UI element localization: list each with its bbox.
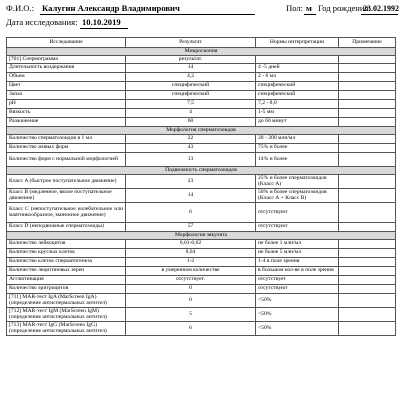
test-result: 60 (126, 118, 256, 127)
test-result: отсутствует. (126, 276, 256, 285)
test-result: 6 (126, 322, 256, 336)
test-name: Количество лейкоцитов (7, 240, 126, 249)
test-name: Класс D (неподвижные сперматозоиды) (7, 223, 126, 232)
test-result: 22 (126, 135, 256, 144)
test-name: Длительность воздержания (7, 64, 126, 73)
table-row (7, 109, 396, 118)
test-norm: специфический (256, 82, 339, 91)
test-norm: отсутствуют (256, 285, 339, 294)
col-header-test: Исследование (7, 38, 126, 48)
test-norm: <50% (256, 308, 339, 322)
table-row (7, 64, 396, 73)
table-row (7, 135, 396, 144)
test-result: 5 (126, 308, 256, 322)
test-note (339, 153, 396, 167)
test-note (339, 240, 396, 249)
test-result: 14 (126, 189, 256, 203)
dob-underline (361, 14, 398, 15)
table-row (7, 100, 396, 109)
table-row (7, 294, 396, 308)
date-underline (80, 28, 128, 29)
test-result: 13 (126, 153, 256, 167)
col-header-norm: Нормы интерпретации (256, 38, 339, 48)
test-note (339, 189, 396, 203)
table-row (7, 203, 396, 223)
test-result: 7,5 (126, 100, 256, 109)
test-note (339, 285, 396, 294)
test-norm: 75% и более (256, 144, 339, 153)
test-name: Количество круглых клеток (7, 249, 126, 258)
table-row (7, 153, 396, 167)
table-row (7, 249, 396, 258)
test-name: [713] MAR-тест IgG (MarScreen IgG) (определение антиспермальных антител) (7, 322, 126, 336)
test-note (339, 258, 396, 267)
test-name: Объем (7, 73, 126, 82)
test-note (339, 267, 396, 276)
test-name: Цвет (7, 82, 126, 91)
test-result: специфический (126, 91, 256, 100)
test-result: 0,04 (126, 249, 256, 258)
test-note (339, 294, 396, 308)
test-norm: отсутствуют (256, 203, 339, 223)
table-row (7, 91, 396, 100)
test-name: Количество эритроцитов (7, 285, 126, 294)
date-label: Дата исследования: (6, 17, 78, 27)
test-result: 23 (126, 175, 256, 189)
test-name: Вязкость (7, 109, 126, 118)
dob-label: Год рождения: (318, 3, 371, 13)
test-note (339, 82, 396, 91)
test-norm: <50% (256, 322, 339, 336)
test-note (339, 223, 396, 232)
test-norm: 25% и более сперматозоидов (Класс А) (256, 175, 339, 189)
test-note (339, 203, 396, 223)
section-microscopy: Микроскопия (7, 48, 396, 56)
test-name: [712] MAR-тест IgM (MarScreen IgM) (определение антиспермальных антител) (7, 308, 126, 322)
table-row (7, 258, 396, 267)
test-name: Запах (7, 91, 126, 100)
table-row (7, 322, 396, 336)
test-result: в умеренном количестве (126, 267, 256, 276)
test-norm: отсутствуют (256, 223, 339, 232)
test-name: Количество форм с нормальной морфологией (7, 153, 126, 167)
test-norm: отсутствует (256, 276, 339, 285)
dob-value: 23.02.1992 (363, 4, 399, 13)
test-norm: 7,2 - 8,0 (256, 100, 339, 109)
table-row (7, 73, 396, 82)
test-note (339, 64, 396, 73)
test-norm: специфический (256, 91, 339, 100)
test-name: Класс C (непоступательное колебательное или маятникообразное, манежное движение) (7, 203, 126, 223)
test-name: Разжижение (7, 118, 126, 127)
table-row (7, 175, 396, 189)
test-norm: 4 -5 дней (256, 64, 339, 73)
sex-label: Пол: (286, 3, 304, 13)
table-row (7, 144, 396, 153)
test-note (339, 308, 396, 322)
test-note (339, 56, 396, 64)
test-name: Класс A (быстрое поступательное движение) (7, 175, 126, 189)
test-norm: не более 1 млн/мл (256, 240, 339, 249)
test-note (339, 144, 396, 153)
table-row (7, 82, 396, 91)
section-ejaculate-morphology: Морфология эякулята (7, 232, 396, 240)
sex-underline (304, 14, 316, 15)
test-note (339, 118, 396, 127)
test-name: Агглютинация (7, 276, 126, 285)
test-note (339, 249, 396, 258)
test-norm: <50% (256, 294, 339, 308)
test-result: 43 (126, 144, 256, 153)
test-norm: в большом кол-ве в поле зрения (256, 267, 339, 276)
table-row (7, 56, 396, 64)
test-norm: 14% и более (256, 153, 339, 167)
fio-underline (40, 14, 255, 15)
table-row (7, 118, 396, 127)
test-norm: 20 - 200 млн/мл (256, 135, 339, 144)
test-name: Количество лецитиновых зерен (7, 267, 126, 276)
table-row (7, 189, 396, 203)
test-result: результат. (126, 56, 256, 64)
date-value: 10.10.2019 (82, 17, 121, 27)
test-note (339, 276, 396, 285)
test-note (339, 109, 396, 118)
section-sperm-morphology: Морфология сперматозоидов (7, 127, 396, 135)
test-result: 0,01-0,02 (126, 240, 256, 249)
test-note (339, 322, 396, 336)
test-result: 57 (126, 223, 256, 232)
test-note (339, 135, 396, 144)
table-row (7, 267, 396, 276)
table-row (7, 285, 396, 294)
section-sperm-motility: Подвижность сперматозоидов (7, 167, 396, 175)
fio-value: Калугин Александр Владимирович (42, 3, 180, 13)
table-row (7, 308, 396, 322)
col-header-result: Результат (126, 38, 256, 48)
test-norm: не более 5 млн/мл (256, 249, 339, 258)
test-norm: 2 - 6 мл (256, 73, 339, 82)
test-norm: 50% и более сперматозоидов (Класс А + Класс В) (256, 189, 339, 203)
table-row (7, 240, 396, 249)
test-name: [711] MAR-тест IgA (MarScreen IgA) (определение антиспермальных антител) (7, 294, 126, 308)
test-norm: до 60 минут (256, 118, 339, 127)
test-result: 4 (126, 109, 256, 118)
test-norm: 1-5 мм (256, 109, 339, 118)
table-row (7, 276, 396, 285)
test-note (339, 100, 396, 109)
test-norm (256, 56, 339, 64)
test-result: 4,2 (126, 73, 256, 82)
test-result: 6 (126, 203, 256, 223)
test-result: специфический (126, 82, 256, 91)
test-name: Количество сперматозоидов в 1 мл (7, 135, 126, 144)
test-note (339, 175, 396, 189)
test-note (339, 73, 396, 82)
test-result: 1-2 (126, 258, 256, 267)
results-table (6, 37, 396, 336)
test-name: Количество живых форм (7, 144, 126, 153)
fio-label: Ф.И.О.: (6, 3, 35, 13)
test-name: [701] Спермограмма (7, 56, 126, 64)
test-name: pH (7, 100, 126, 109)
test-name: Класс B (медленное, вялое поступательное движение) (7, 189, 126, 203)
table-row (7, 223, 396, 232)
test-name: Количество клеток сперматогенеза (7, 258, 126, 267)
test-note (339, 91, 396, 100)
col-header-note: Примечание (339, 38, 396, 48)
test-result: 0 (126, 294, 256, 308)
test-result: 0 (126, 285, 256, 294)
table-header-row (7, 38, 396, 48)
test-norm: 1-4 в поле зрения (256, 258, 339, 267)
sex-value: м (306, 3, 312, 13)
test-result: 14 (126, 64, 256, 73)
